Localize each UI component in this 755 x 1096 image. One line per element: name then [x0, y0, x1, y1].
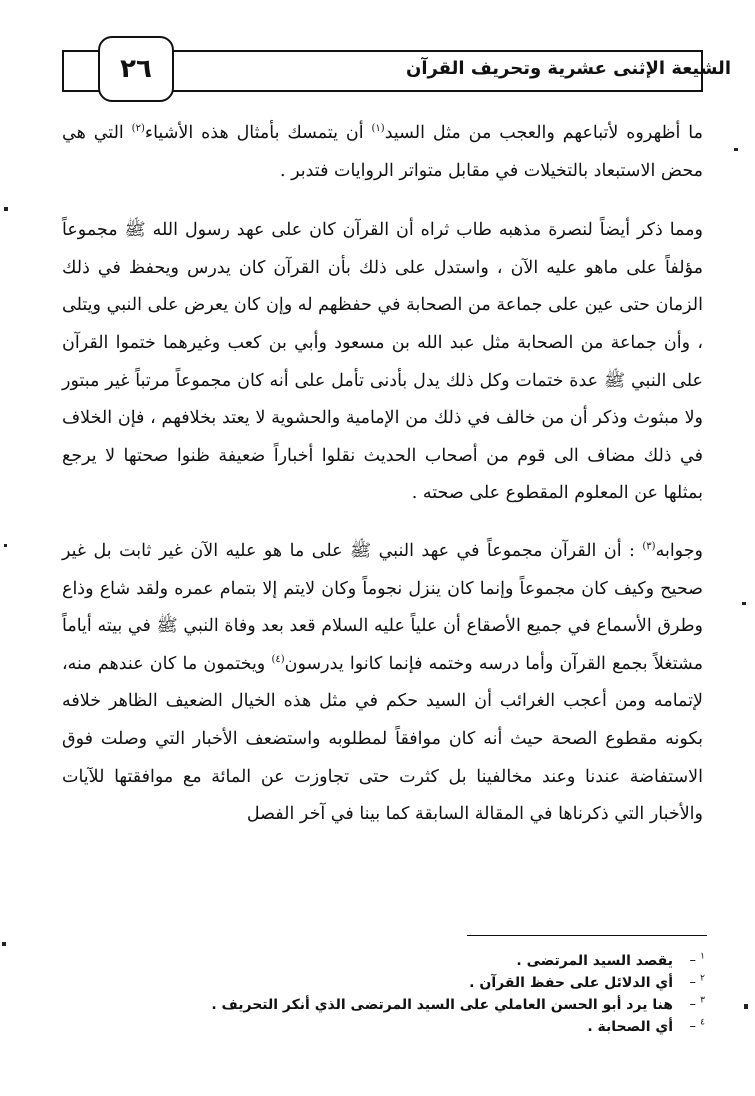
page-number: ٢٦	[120, 54, 152, 84]
text-run: أن يتمسك بأمثال هذه الأشياء	[144, 123, 372, 143]
footnote-separator	[467, 935, 707, 936]
scan-mark	[742, 602, 746, 605]
scan-mark	[744, 1004, 748, 1009]
footnote-ref-1: (١)	[371, 123, 385, 135]
footnote-text: أي الدلائل على حفظ القرآن .	[469, 975, 673, 991]
scan-mark	[4, 207, 8, 211]
text-run: ويختمون ما كان عندهم منه، لإتمامه ومن أعجب الغرائب أن السيد حكم في مثل هذه الخيال الضعيف الظاهر خلافه بكونه مقطوع الصحة حيث أنه كان موافقاً لمطلوبه واستضعف الأخبار التي وصلت فوق الاستفاضة عندنا وعند مخالفينا بل كثرت حتى تجاوزت عن المائة مع موافقتها للآيات والأخبار التي ذكرناها في المقالة السابقة كما بينا في آخر الفصل	[62, 653, 703, 825]
paragraph-3	[62, 533, 703, 834]
text-run: التي هي محض الاستبعاد بالتخيلات في مقابل متواتر الروايات فتدبر .	[62, 123, 703, 181]
body-text	[62, 115, 703, 834]
text-run: ما أظهروه لأتباعهم والعجب من مثل السيد	[384, 123, 703, 143]
footnote-text: يقصد السيد المرتضى .	[516, 953, 673, 969]
footnote-4	[45, 1016, 705, 1038]
page-number-frame	[98, 36, 174, 102]
text-run: ومما ذكر أيضاً لنصرة مذهبه طاب ثراه أن القرآن كان على عهد رسول الله ﷺ مجموعاً مؤلفاً على ماهو عليه الآن ، واستدل على ذلك بأن القرآن كان يدرس ويحفظ في ذلك الزمان حتى عين على جماعة من الصحابة في حفظهم له وإن كان يعرض على النبي ويتلى ، وأن جماعة من الصحابة مثل عبد الله بن مسعود وأبي بن كعب وغيرهما ختموا القرآن على النبي ﷺ عدة ختمات وكل ذلك يدل بأدنى تأمل على أنه كان مجموعاً مرتباً غير مبتور ولا مبثوث وذكر أن من خالف في ذلك من الإمامية والحشوية لا يعتد بخلافهم ، فإن الخلاف في ذلك مضاف الى قوم من أصحاب الحديث نقلوا أخباراً ضعيفة ظنوا صحتها لا يرجع بمثلها عن المعلوم المقطوع على صحته .	[62, 220, 703, 504]
paragraph-1	[62, 115, 703, 190]
footnote-text: هنا يرد أبو الحسن العاملي على السيد المرتضى الذي أنكر التحريف .	[211, 997, 673, 1013]
footnote-ref-4: (٤)	[271, 653, 285, 665]
footnote-marker: $^١$ –	[689, 951, 705, 968]
footnote-marker: $^٢$ –	[689, 973, 705, 990]
footnote-1	[45, 950, 705, 972]
paragraph-2	[62, 212, 703, 513]
footnotes	[45, 950, 705, 1038]
scan-mark	[2, 942, 6, 946]
running-header-title: الشيعة الإثنى عشرية وتحريف القرآن	[405, 58, 731, 79]
scan-mark	[4, 544, 7, 547]
footnote-text: أي الصحابة .	[587, 1019, 673, 1035]
text-run: : أن القرآن مجموعاً في عهد النبي ﷺ على ما هو عليه الآن غير ثابت بل غير صحيح وكيف كان مجموعاً وإنما كان ينزل نجوماً وكان لايتم إلا بتمام عمره ولقد شاع وذاع وطرق الأسماع في جميع الأصقاع أن علياً عليه السلام قعد بعد وفاة النبي ﷺ في بيته أياماً مشتغلاً بجمع القرآن وأما درسه وختمه فإنما كانوا يدرسون	[62, 540, 703, 674]
footnote-ref-2: (٢)	[131, 123, 145, 135]
footnote-marker: $^٣$ –	[689, 995, 705, 1012]
footnote-2	[45, 972, 705, 994]
text-run: وجوابه	[655, 540, 703, 561]
footnote-ref-3: (٣)	[642, 541, 656, 553]
scan-mark	[734, 148, 738, 151]
footnote-marker: $^٤$ –	[689, 1017, 705, 1034]
footnote-3	[45, 994, 705, 1016]
